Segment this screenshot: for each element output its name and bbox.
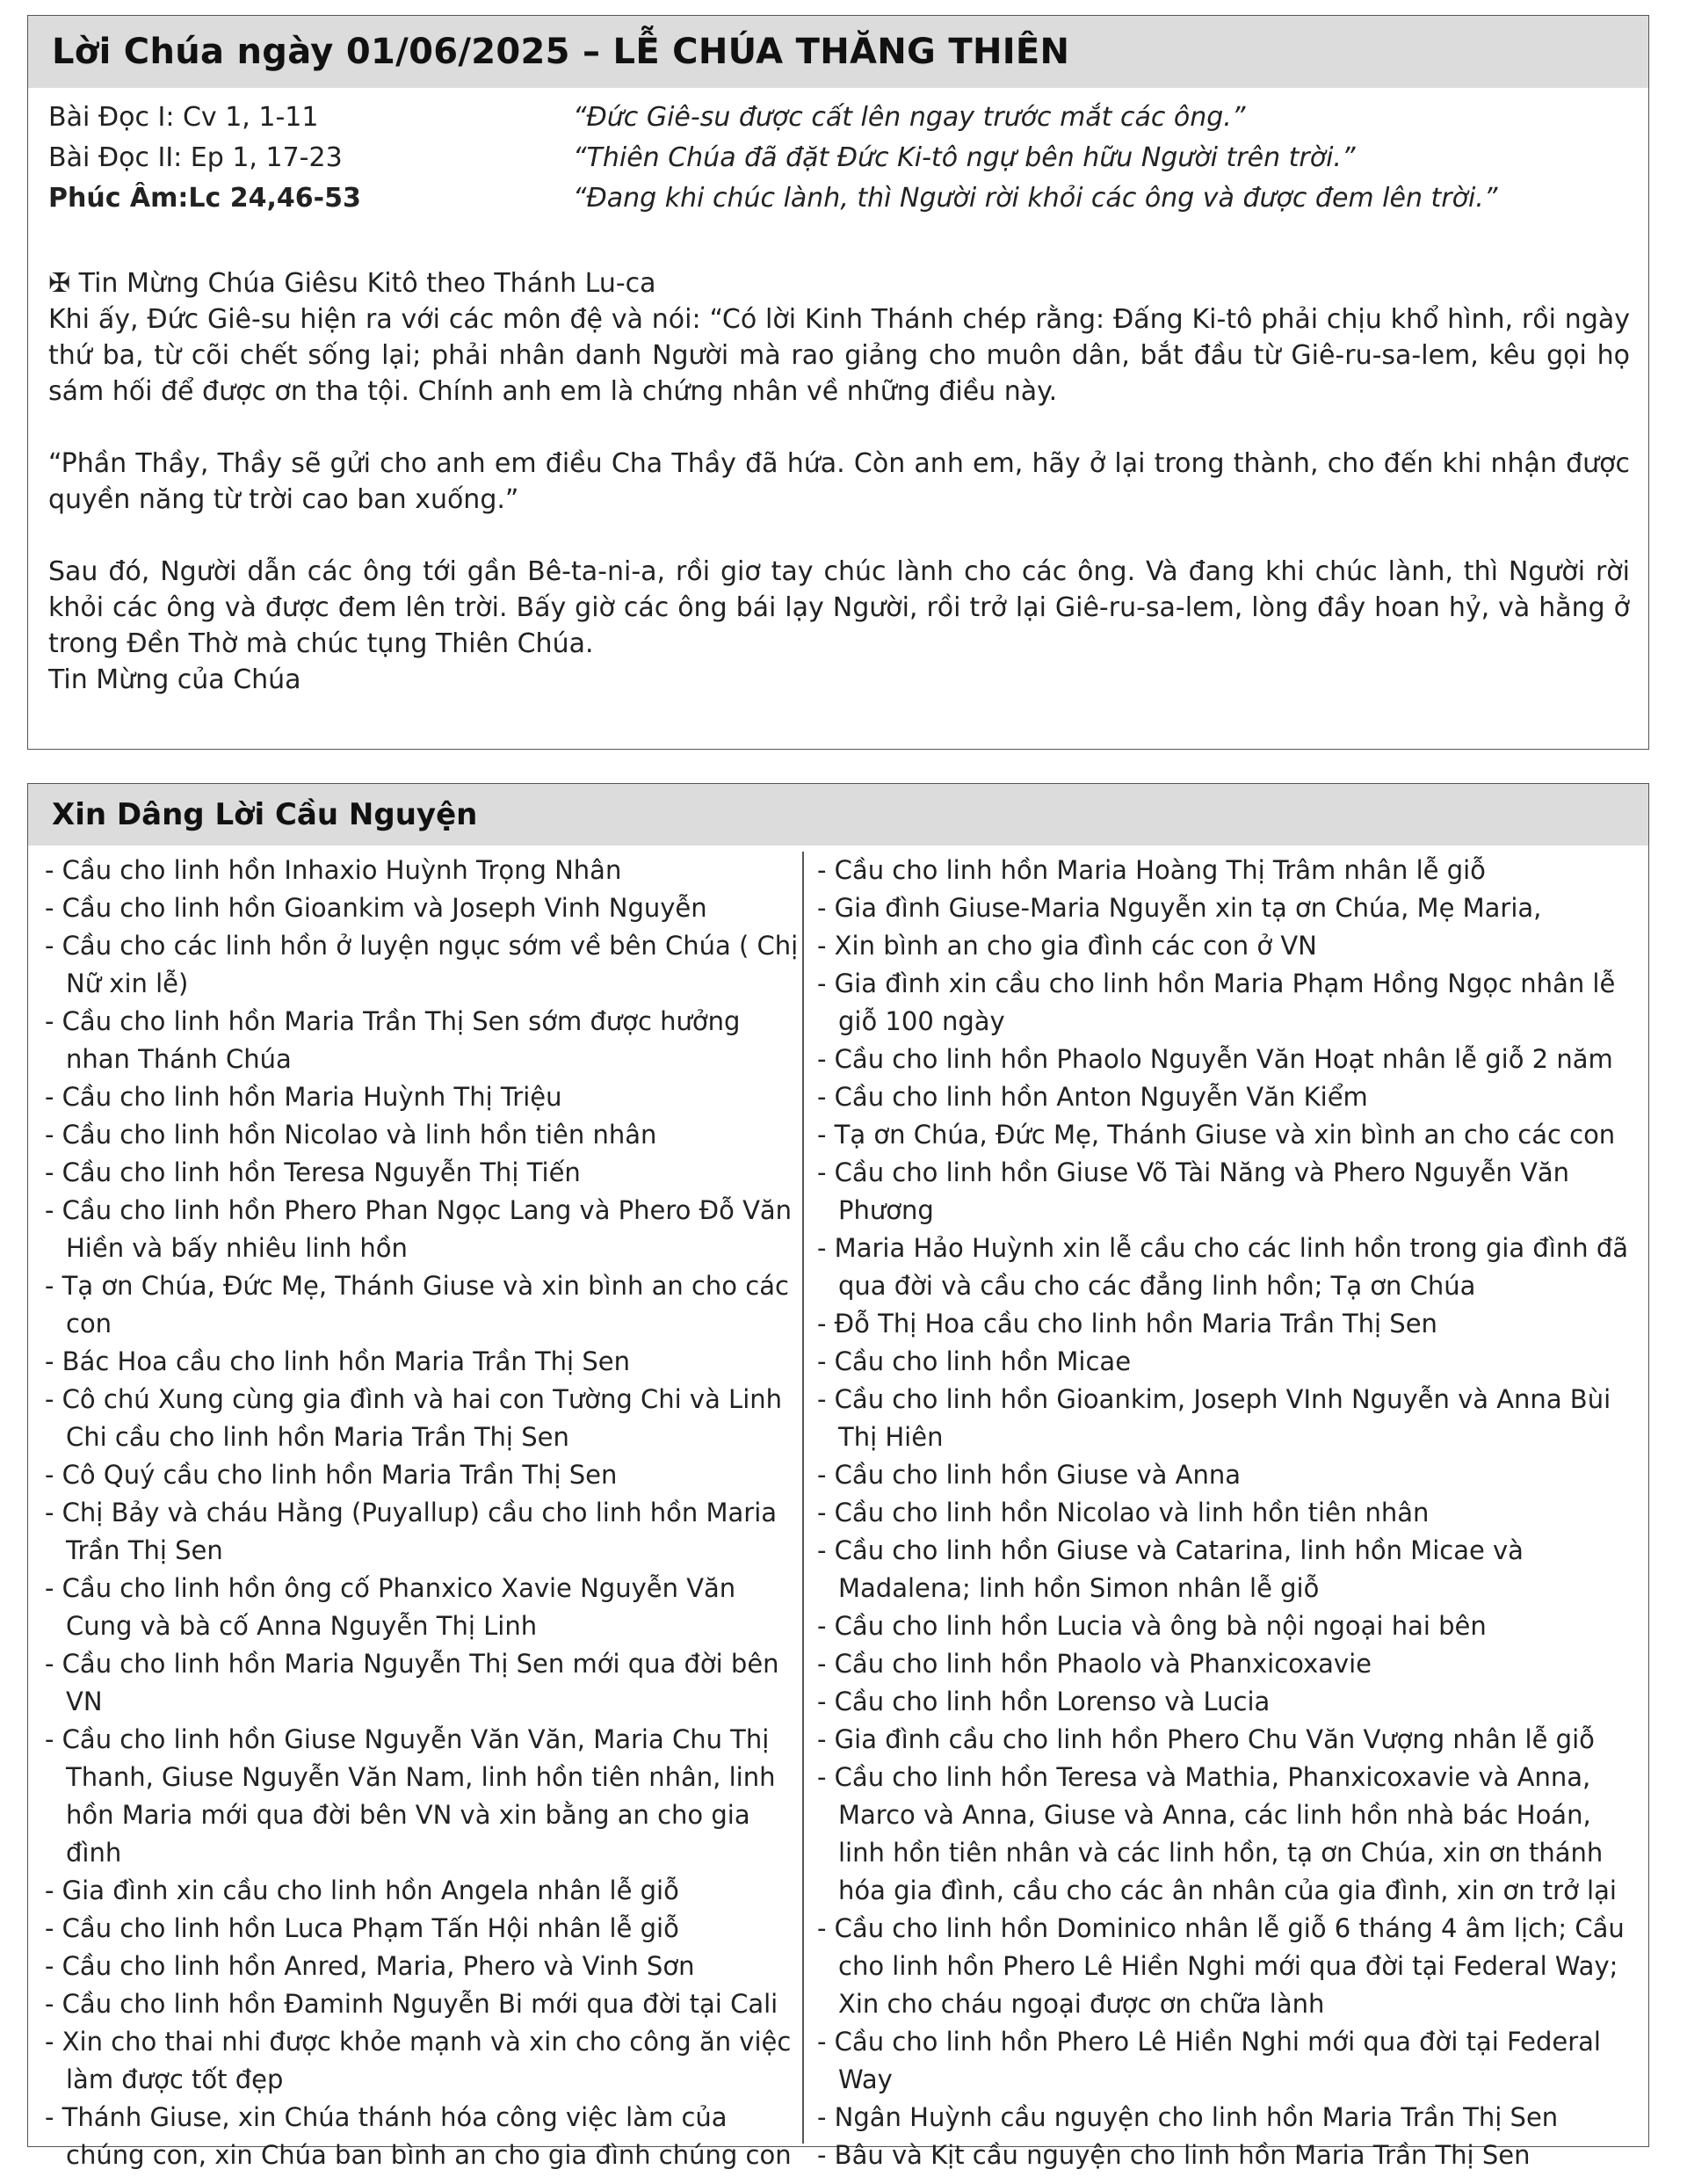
prayer-item: - Cầu cho linh hồn Phero Phan Ngọc Lang và Phero Đỗ Văn Hiền và bấy nhiêu linh hồn — [45, 1195, 793, 1263]
reading-ref: Phúc Âm:Lc 24,46-53 — [48, 183, 361, 214]
gospel-heading: ✠ Tin Mừng Chúa Giêsu Kitô theo Thánh Lu-ca — [48, 268, 656, 299]
page-title: Lời Chúa ngày 01/06/2025 – LỄ CHÚA THĂNG THIÊN — [52, 32, 1070, 72]
gospel-closing: Tin Mừng của Chúa — [48, 664, 301, 695]
reading-row — [48, 138, 1630, 178]
prayer-item: - Xin cho thai nhi được khỏe mạnh và xin cho công ăn việc làm được tốt đẹp — [45, 2027, 792, 2094]
prayer-item: - Cầu cho linh hồn Giuse và Anna — [817, 1460, 1241, 1490]
prayer-item: - Cầu cho linh hồn Maria Huỳnh Thị Triệu — [45, 1082, 562, 1112]
prayer-item: - Chị Bảy và cháu Hằng (Puyallup) cầu cho linh hồn Maria Trần Thị Sen — [45, 1498, 778, 1565]
column-divider — [802, 852, 804, 2144]
prayer-item: - Bâu và Kịt cầu nguyện cho linh hồn Maria Trần Thị Sen — [817, 2140, 1531, 2170]
prayer-item: - Cầu cho linh hồn Nicolao và linh hồn tiên nhân — [45, 1120, 657, 1150]
prayer-item: - Cầu cho linh hồn Giuse Võ Tài Năng và Phero Nguyễn Văn Phương — [817, 1157, 1570, 1225]
prayer-item: - Thánh Giuse, xin Chúa thánh hóa công việc làm của chúng con, xin Chúa ban bình an cho gia đình chúng con — [45, 2102, 792, 2170]
prayer-section — [27, 783, 1649, 2170]
prayer-item: - Gia đình xin cầu cho linh hồn Maria Phạm Hồng Ngọc nhân lễ giỗ 100 ngày — [817, 969, 1616, 1036]
reading-ref: Bài Đọc I: Cv 1, 1-11 — [48, 102, 319, 133]
prayer-item: - Cầu cho linh hồn Gioankim và Joseph Vinh Nguyễn — [45, 893, 707, 923]
gospel-header — [28, 16, 1648, 88]
prayer-item: - Cầu cho linh hồn Giuse Nguyễn Văn Văn, Maria Chu Thị Thanh, Giuse Nguyễn Văn Nam, linh hồn tiên nhân, linh hồn Maria mới qua đời bên VN và xin bằng an cho gia đình — [45, 1724, 776, 1868]
prayer-columns — [28, 852, 1650, 2170]
gospel-paragraph: “Phần Thầy, Thầy sẽ gửi cho anh em điều Cha Thầy đã hứa. Còn anh em, hãy ở lại trong thành, cho đến khi nhận được quyền năng từ trời cao ban xuống.” — [48, 448, 1630, 515]
prayer-item: - Cô chú Xung cùng gia đình và hai con Tường Chi và Linh Chi cầu cho linh hồn Maria Trần Thị Sen — [45, 1384, 783, 1452]
readings-list — [48, 98, 1630, 219]
prayer-item: - Cầu cho linh hồn Micae — [817, 1346, 1132, 1376]
reading-row — [48, 178, 1630, 219]
prayer-header — [28, 784, 1648, 845]
prayer-item: - Cầu cho linh hồn Đaminh Nguyễn Bi mới qua đời tại Cali — [45, 1989, 778, 2019]
prayer-column-right — [817, 852, 1634, 2174]
prayer-item: - Cầu cho linh hồn Phaolo Nguyễn Văn Hoạt nhân lễ giỗ 2 năm — [817, 1044, 1613, 1074]
prayer-item: - Cầu cho linh hồn Teresa Nguyễn Thị Tiến — [45, 1157, 581, 1187]
prayer-item: - Xin bình an cho gia đình các con ở VN — [817, 931, 1317, 961]
gospel-section — [27, 15, 1649, 750]
prayer-item: - Cầu cho linh hồn Phero Lê Hiền Nghi mới qua đời tại Federal Way — [817, 2027, 1601, 2094]
gospel-text — [48, 265, 1630, 698]
prayer-item: - Cầu cho linh hồn Lucia và ông bà nội ngoại hai bên — [817, 1611, 1487, 1641]
prayer-item: - Cầu cho linh hồn Teresa và Mathia, Phanxicoxavie và Anna, Marco và Anna, Giuse và Anna, các linh hồn nhà bác Hoán, linh hồn tiên nhân và các linh hồn, tạ ơn Chúa, xin ơn thánh hóa gia đình, cầu cho các ân nhân của gia đình, xin ơn trở lại — [817, 1762, 1617, 1905]
prayer-item: - Bác Hoa cầu cho linh hồn Maria Trần Thị Sen — [45, 1346, 630, 1376]
prayer-item: - Gia đình Giuse-Maria Nguyễn xin tạ ơn Chúa, Mẹ Maria, — [817, 893, 1542, 923]
prayer-item: - Cầu cho các linh hồn ở luyện ngục sớm về bên Chúa ( Chị Nữ xin lễ) — [45, 931, 799, 998]
reading-quote: “Thiên Chúa đã đặt Đức Ki-tô ngự bên hữu Người trên trời.” — [573, 142, 1356, 173]
reading-ref: Bài Đọc II: Ep 1, 17-23 — [48, 142, 343, 173]
reading-quote: “Đang khi chúc lành, thì Người rời khỏi các ông và được đem lên trời.” — [573, 183, 1498, 214]
prayer-item: - Tạ ơn Chúa, Đức Mẹ, Thánh Giuse và xin bình an cho các con — [817, 1120, 1616, 1150]
prayer-item: - Ngân Huỳnh cầu nguyện cho linh hồn Maria Trần Thị Sen — [817, 2102, 1559, 2132]
prayer-item: - Cầu cho linh hồn Maria Hoàng Thị Trâm nhân lễ giỗ — [817, 855, 1486, 885]
prayer-item: - Cầu cho linh hồn Giuse và Catarina, linh hồn Micae và Madalena; linh hồn Simon nhân lễ giỗ — [817, 1535, 1524, 1603]
prayer-item: - Cầu cho linh hồn Maria Nguyễn Thị Sen mới qua đời bên VN — [45, 1649, 779, 1716]
reading-quote: “Đức Giê-su được cất lên ngay trước mắt các ông.” — [573, 102, 1246, 133]
prayer-item: - Cầu cho linh hồn Phaolo và Phanxicoxavie — [817, 1649, 1372, 1679]
prayer-item: - Cầu cho linh hồn Gioankim, Joseph VInh Nguyễn và Anna Bùi Thị Hiên — [817, 1384, 1611, 1452]
prayer-item: - Cầu cho linh hồn Luca Phạm Tấn Hội nhân lễ giỗ — [45, 1913, 679, 1943]
reading-row — [48, 98, 1630, 138]
prayer-item: - Đỗ Thị Hoa cầu cho linh hồn Maria Trần Thị Sen — [817, 1309, 1437, 1339]
prayer-title: Xin Dâng Lời Cầu Nguyện — [52, 797, 478, 832]
prayer-item: - Maria Hảo Huỳnh xin lễ cầu cho các linh hồn trong gia đình đã qua đời và cầu cho các đẳng linh hồn; Tạ ơn Chúa — [817, 1233, 1629, 1301]
prayer-item: - Gia đình cầu cho linh hồn Phero Chu Văn Vượng nhân lễ giỗ — [817, 1724, 1595, 1754]
prayer-item: - Cầu cho linh hồn Anton Nguyễn Văn Kiểm — [817, 1082, 1368, 1112]
prayer-item: - Cầu cho linh hồn Dominico nhân lễ giỗ 6 tháng 4 âm lịch; Cầu cho linh hồn Phero Lê Hiền Nghi mới qua đời tại Federal Way; Xin cho cháu ngoại được ơn chữa lành — [817, 1913, 1625, 2019]
prayer-item: - Tạ ơn Chúa, Đức Mẹ, Thánh Giuse và xin bình an cho các con — [45, 1271, 789, 1339]
prayer-item: - Cầu cho linh hồn Inhaxio Huỳnh Trọng Nhân — [45, 855, 622, 885]
prayer-item: - Cô Quý cầu cho linh hồn Maria Trần Thị Sen — [45, 1460, 618, 1490]
prayer-item: - Cầu cho linh hồn Anred, Maria, Phero và Vinh Sơn — [45, 1951, 695, 1981]
prayer-item: - Cầu cho linh hồn Nicolao và linh hồn tiên nhân — [817, 1498, 1430, 1527]
prayer-item: - Gia đình xin cầu cho linh hồn Angela nhân lễ giỗ — [45, 1876, 679, 1905]
prayer-item: - Cầu cho linh hồn Lorenso và Lucia — [817, 1687, 1271, 1716]
prayer-item: - Cầu cho linh hồn ông cố Phanxico Xavie Nguyễn Văn Cung và bà cố Anna Nguyễn Thị Linh — [45, 1573, 736, 1641]
gospel-paragraph: Sau đó, Người dẫn các ông tới gần Bê-ta-ni-a, rồi giơ tay chúc lành cho các ông. Và đang khi chúc lành, thì Người rời khỏi các ông và được đem lên trời. Bấy giờ các ông bái lạy Người, rồi trở lại Giê-ru-sa-lem, lòng đầy hoan hỷ, và hằng ở trong Đền Thờ mà chúc tụng Thiên Chúa. — [48, 556, 1630, 659]
prayer-item: - Cầu cho linh hồn Maria Trần Thị Sen sớm được hưởng nhan Thánh Chúa — [45, 1006, 741, 1074]
gospel-paragraph: Khi ấy, Đức Giê-su hiện ra với các môn đệ và nói: “Có lời Kinh Thánh chép rằng: Đấng Ki-tô phải chịu khổ hình, rồi ngày thứ ba, từ cõi chết sống lại; phải nhân danh Người mà rao giảng cho muôn dân, bắt đầu từ Giê-ru-sa-lem, kêu gọi họ sám hối để được ơn tha tội. Chính anh em là chứng nhân về những điều này. — [48, 304, 1630, 407]
prayer-column-left — [45, 852, 802, 2174]
